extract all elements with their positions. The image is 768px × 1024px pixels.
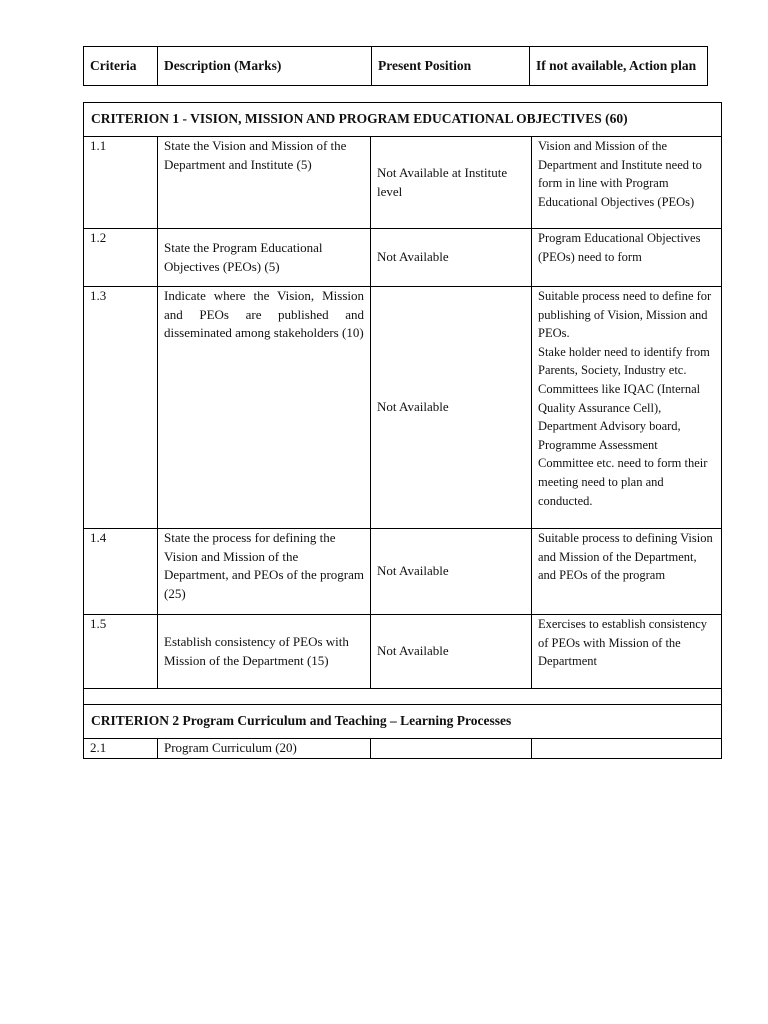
criterion-2-title: CRITERION 2 Program Curriculum and Teaching – Learning Processes — [84, 705, 722, 739]
table-row — [84, 229, 722, 287]
spacer-row — [84, 689, 722, 705]
action-line: Suitable process need to define for publishing of Vision, Mission and PEOs. — [538, 289, 712, 341]
row-action-plan: Vision and Mission of the Department and Institute need to form in line with Program Educational Objectives (PEOs) — [532, 137, 722, 229]
row-action-plan: Exercises to establish consistency of PEOs with Mission of the Department — [532, 615, 722, 689]
row-id: 1.4 — [84, 529, 158, 615]
table-row — [84, 739, 722, 759]
row-action-plan — [532, 739, 722, 759]
spacer-cell — [84, 689, 722, 705]
row-action-plan: Suitable process to defining Vision and Mission of the Department, and PEOs of the program — [532, 529, 722, 615]
row-present-position: Not Available — [371, 615, 532, 689]
row-present-position: Not Available at Institute level — [371, 137, 532, 229]
action-line: Stake holder need to identify from Parents, Society, Industry etc. — [538, 344, 710, 378]
row-id: 1.1 — [84, 137, 158, 229]
criteria-table — [83, 102, 722, 759]
header-present-position: Present Position — [372, 47, 530, 86]
row-present-position: Not Available — [371, 229, 532, 287]
row-present-position — [371, 739, 532, 759]
row-id: 1.2 — [84, 229, 158, 287]
action-line: Committees like IQAC (Internal Quality Assurance Cell), Department Advisory board, Programme Assessment Committee etc. need to form their meeting need to plan and conducted. — [538, 381, 708, 508]
row-id: 2.1 — [84, 739, 158, 759]
row-id: 1.5 — [84, 615, 158, 689]
row-description: Indicate where the Vision, Mission and PEOs are published and disseminated among stakeholders (10) — [158, 287, 371, 529]
header-table — [83, 46, 708, 86]
row-description: State the process for defining the Vision and Mission of the Department, and PEOs of the program (25) — [158, 529, 371, 615]
table-row — [84, 287, 722, 529]
header-description: Description (Marks) — [158, 47, 372, 86]
header-row — [84, 47, 708, 86]
row-action-plan — [532, 287, 722, 529]
row-description: State the Vision and Mission of the Department and Institute (5) — [158, 137, 371, 229]
row-present-position: Not Available — [371, 529, 532, 615]
criterion-2-title-row — [84, 705, 722, 739]
table-row — [84, 137, 722, 229]
criterion-1-title-row — [84, 103, 722, 137]
table-row — [84, 615, 722, 689]
table-row — [84, 529, 722, 615]
row-description: Program Curriculum (20) — [158, 739, 371, 759]
header-action-plan: If not available, Action plan — [530, 47, 708, 86]
row-description: Establish consistency of PEOs with Mission of the Department (15) — [158, 615, 371, 689]
row-description: State the Program Educational Objectives (PEOs) (5) — [158, 229, 371, 287]
row-action-plan: Program Educational Objectives (PEOs) need to form — [532, 229, 722, 287]
row-id: 1.3 — [84, 287, 158, 529]
criterion-1-title: CRITERION 1 - VISION, MISSION AND PROGRAM EDUCATIONAL OBJECTIVES (60) — [84, 103, 722, 137]
header-criteria: Criteria — [84, 47, 158, 86]
row-present-position: Not Available — [371, 287, 532, 529]
